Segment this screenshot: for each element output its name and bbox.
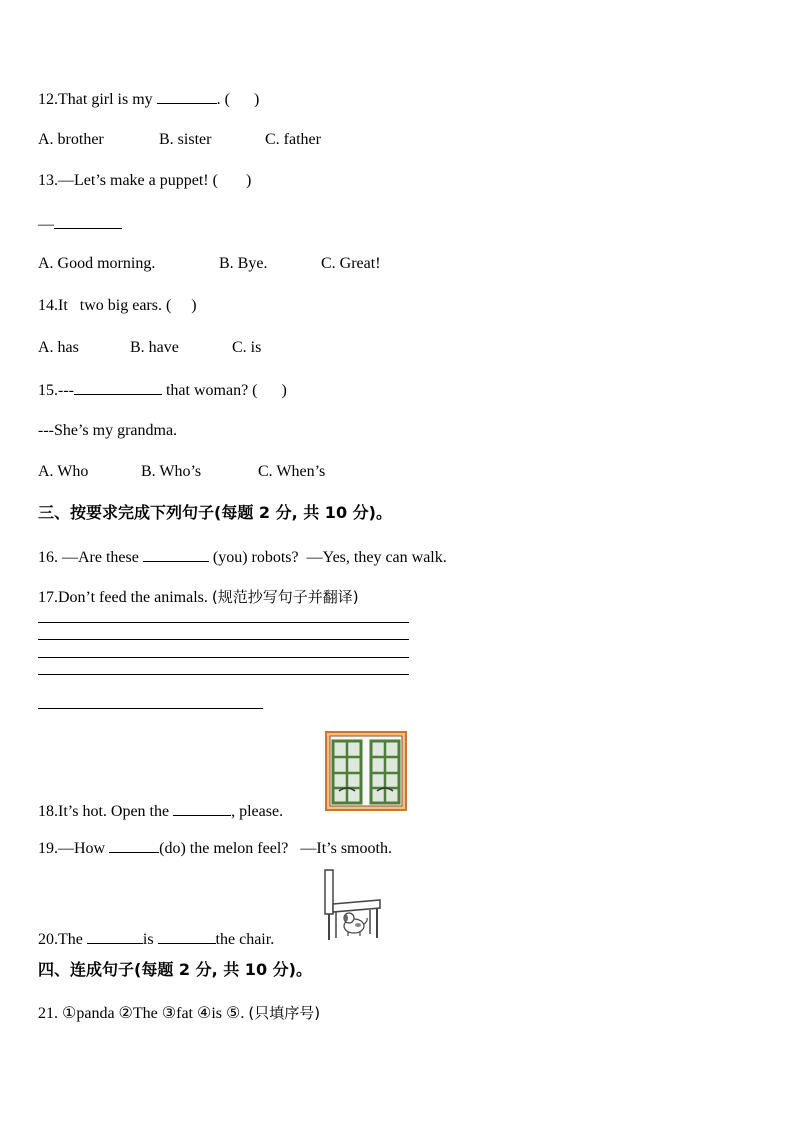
writing-line[interactable] <box>38 622 409 623</box>
question-15: 15.--- that woman? ( ) <box>38 379 287 401</box>
window-icon <box>325 731 407 811</box>
option-a[interactable]: A. has <box>38 339 79 356</box>
option-a[interactable]: A. Who <box>38 463 89 480</box>
option-c[interactable]: C. father <box>265 131 321 148</box>
option-c[interactable]: C. When’s <box>258 463 326 480</box>
answer-blank[interactable] <box>87 928 143 944</box>
writing-line[interactable] <box>38 674 409 675</box>
reply-13: — <box>38 213 122 235</box>
answer-blank[interactable] <box>74 379 162 395</box>
question-19: 19.—How (do) the melon feel? —It’s smooth. <box>38 837 392 859</box>
section-3-heading: 三、按要求完成下列句子(每题 2 分, 共 10 分)。 <box>38 503 392 522</box>
translation-line[interactable] <box>38 708 263 709</box>
option-c[interactable]: C. is <box>232 339 262 356</box>
question-18: 18.It’s hot. Open the , please. <box>38 800 283 822</box>
section-4-heading: 四、连成句子(每题 2 分, 共 10 分)。 <box>38 960 312 979</box>
answer-blank[interactable] <box>143 546 209 562</box>
option-a[interactable]: A. brother <box>38 131 104 148</box>
answer-blank[interactable] <box>109 837 159 853</box>
writing-line[interactable] <box>38 657 409 658</box>
chair-dog-icon <box>322 868 384 942</box>
question-13: 13.—Let’s make a puppet! ( ) <box>38 172 252 189</box>
answer-blank[interactable] <box>173 800 231 816</box>
question-12: 12.That girl is my . ( ) <box>38 88 259 110</box>
option-b[interactable]: B. have <box>130 339 179 356</box>
question-20: 20.The is the chair. <box>38 928 274 950</box>
question-14: 14.It two big ears. ( ) <box>38 297 197 314</box>
option-b[interactable]: B. sister <box>159 131 212 148</box>
question-16: 16. —Are these (you) robots? —Yes, they can walk. <box>38 546 447 568</box>
option-b[interactable]: B. Who’s <box>141 463 202 480</box>
option-b[interactable]: B. Bye. <box>219 255 268 272</box>
answer-blank[interactable] <box>157 88 217 104</box>
question-21: 21. ①panda ②The ③fat ④is ⑤. (只填序号) <box>38 1004 321 1022</box>
writing-line[interactable] <box>38 639 409 640</box>
answer-blank[interactable] <box>54 213 122 229</box>
option-c[interactable]: C. Great! <box>321 255 381 272</box>
answer-blank[interactable] <box>158 928 216 944</box>
reply-15: ---She’s my grandma. <box>38 422 178 439</box>
question-17: 17.Don’t feed the animals. (规范抄写句子并翻译) <box>38 588 359 606</box>
option-a[interactable]: A. Good morning. <box>38 255 156 272</box>
